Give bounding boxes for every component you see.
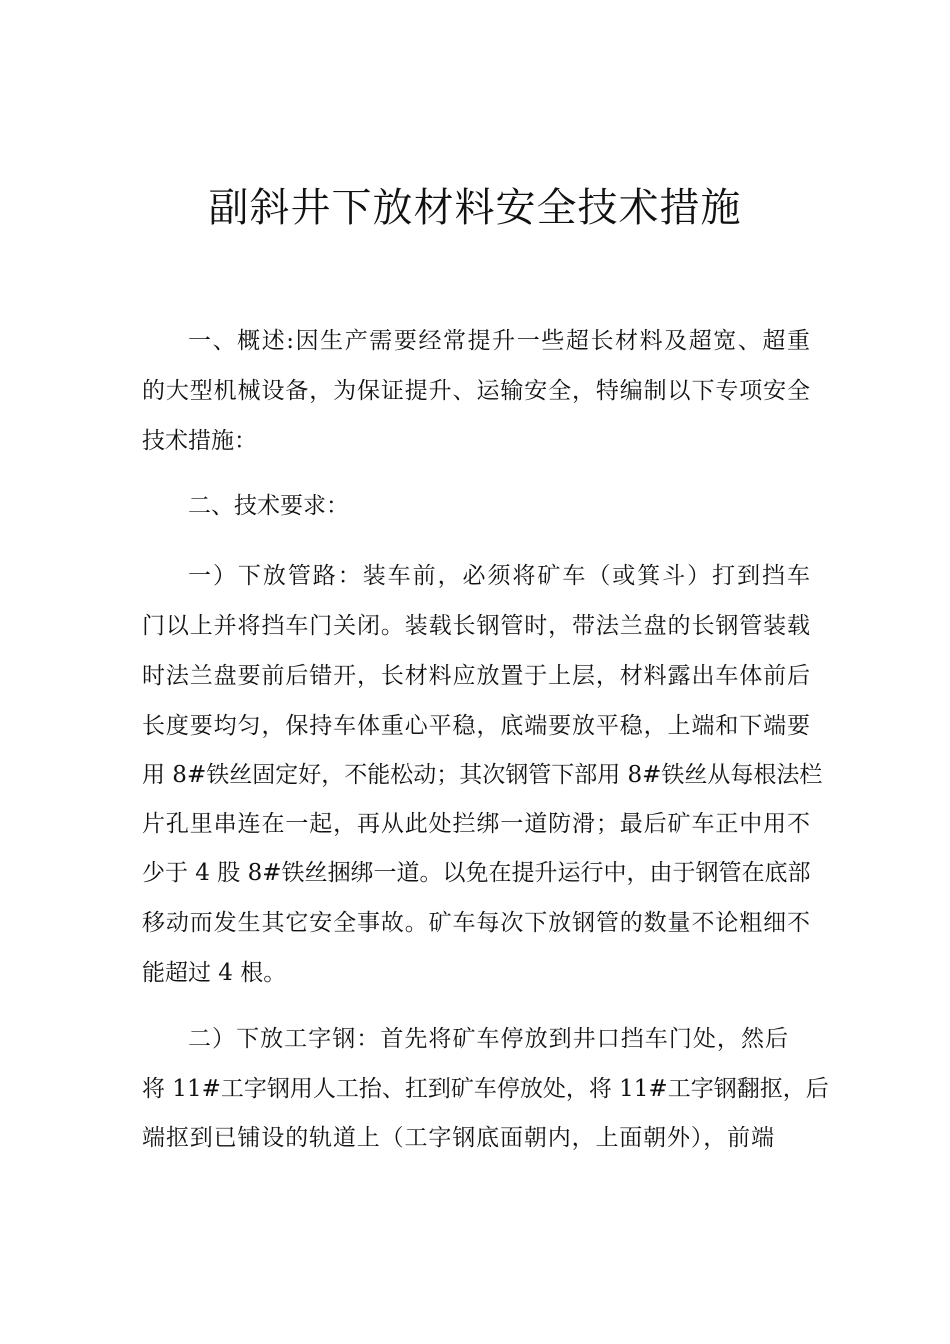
paragraph-pipes-line-8: 移动而发生其它安全事故。矿车每次下放钢管的数量不论粗细不 bbox=[142, 910, 810, 936]
paragraph-ibeam-line-1: 二）下放工字钢：首先将矿车停放到井口挡车门处，然后 bbox=[188, 1026, 788, 1052]
paragraph-pipes-line-3: 时法兰盘要前后错开，长材料应放置于上层，材料露出车体前后 bbox=[142, 663, 810, 689]
paragraph-pipes-line-7: 少于 4 股 8#铁丝捆绑一道。以免在提升运行中，由于钢管在底部 bbox=[142, 860, 811, 886]
paragraph-pipes-line-5: 用 8#铁丝固定好，不能松动；其次钢管下部用 8#铁丝从每根法栏 bbox=[142, 762, 823, 788]
paragraph-overview-line-1: 一、概述:因生产需要经常提升一些超长材料及超宽、超重 bbox=[188, 328, 810, 354]
paragraph-pipes-line-4: 长度要均匀，保持车体重心平稳，底端要放平稳，上端和下端要 bbox=[142, 713, 810, 739]
paragraph-pipes-line-9: 能超过 4 根。 bbox=[142, 960, 287, 986]
paragraph-overview-line-2: 的大型机械设备，为保证提升、运输安全，特编制以下专项安全 bbox=[142, 378, 810, 404]
document-title: 副斜井下放材料安全技术措施 bbox=[208, 185, 742, 231]
paragraph-overview-line-3: 技术措施： bbox=[142, 428, 257, 454]
paragraph-pipes-line-6: 片孔里串连在一起，再从此处拦绑一道防滑；最后矿车正中用不 bbox=[142, 811, 810, 837]
paragraph-ibeam-line-2: 将 11#工字钢用人工抬、扛到矿车停放处，将 11#工字钢翻抠，后 bbox=[142, 1076, 829, 1102]
section-heading-requirements: 二、技术要求： bbox=[188, 493, 349, 519]
paragraph-ibeam-line-3: 端抠到已铺设的轨道上（工字钢底面朝内，上面朝外），前端 bbox=[142, 1125, 774, 1151]
paragraph-pipes-line-1: 一）下放管路：装车前，必须将矿车（或箕斗）打到挡车 bbox=[188, 563, 810, 589]
paragraph-pipes-line-2: 门以上并将挡车门关闭。装载长钢管时，带法兰盘的长钢管装载 bbox=[142, 613, 810, 639]
